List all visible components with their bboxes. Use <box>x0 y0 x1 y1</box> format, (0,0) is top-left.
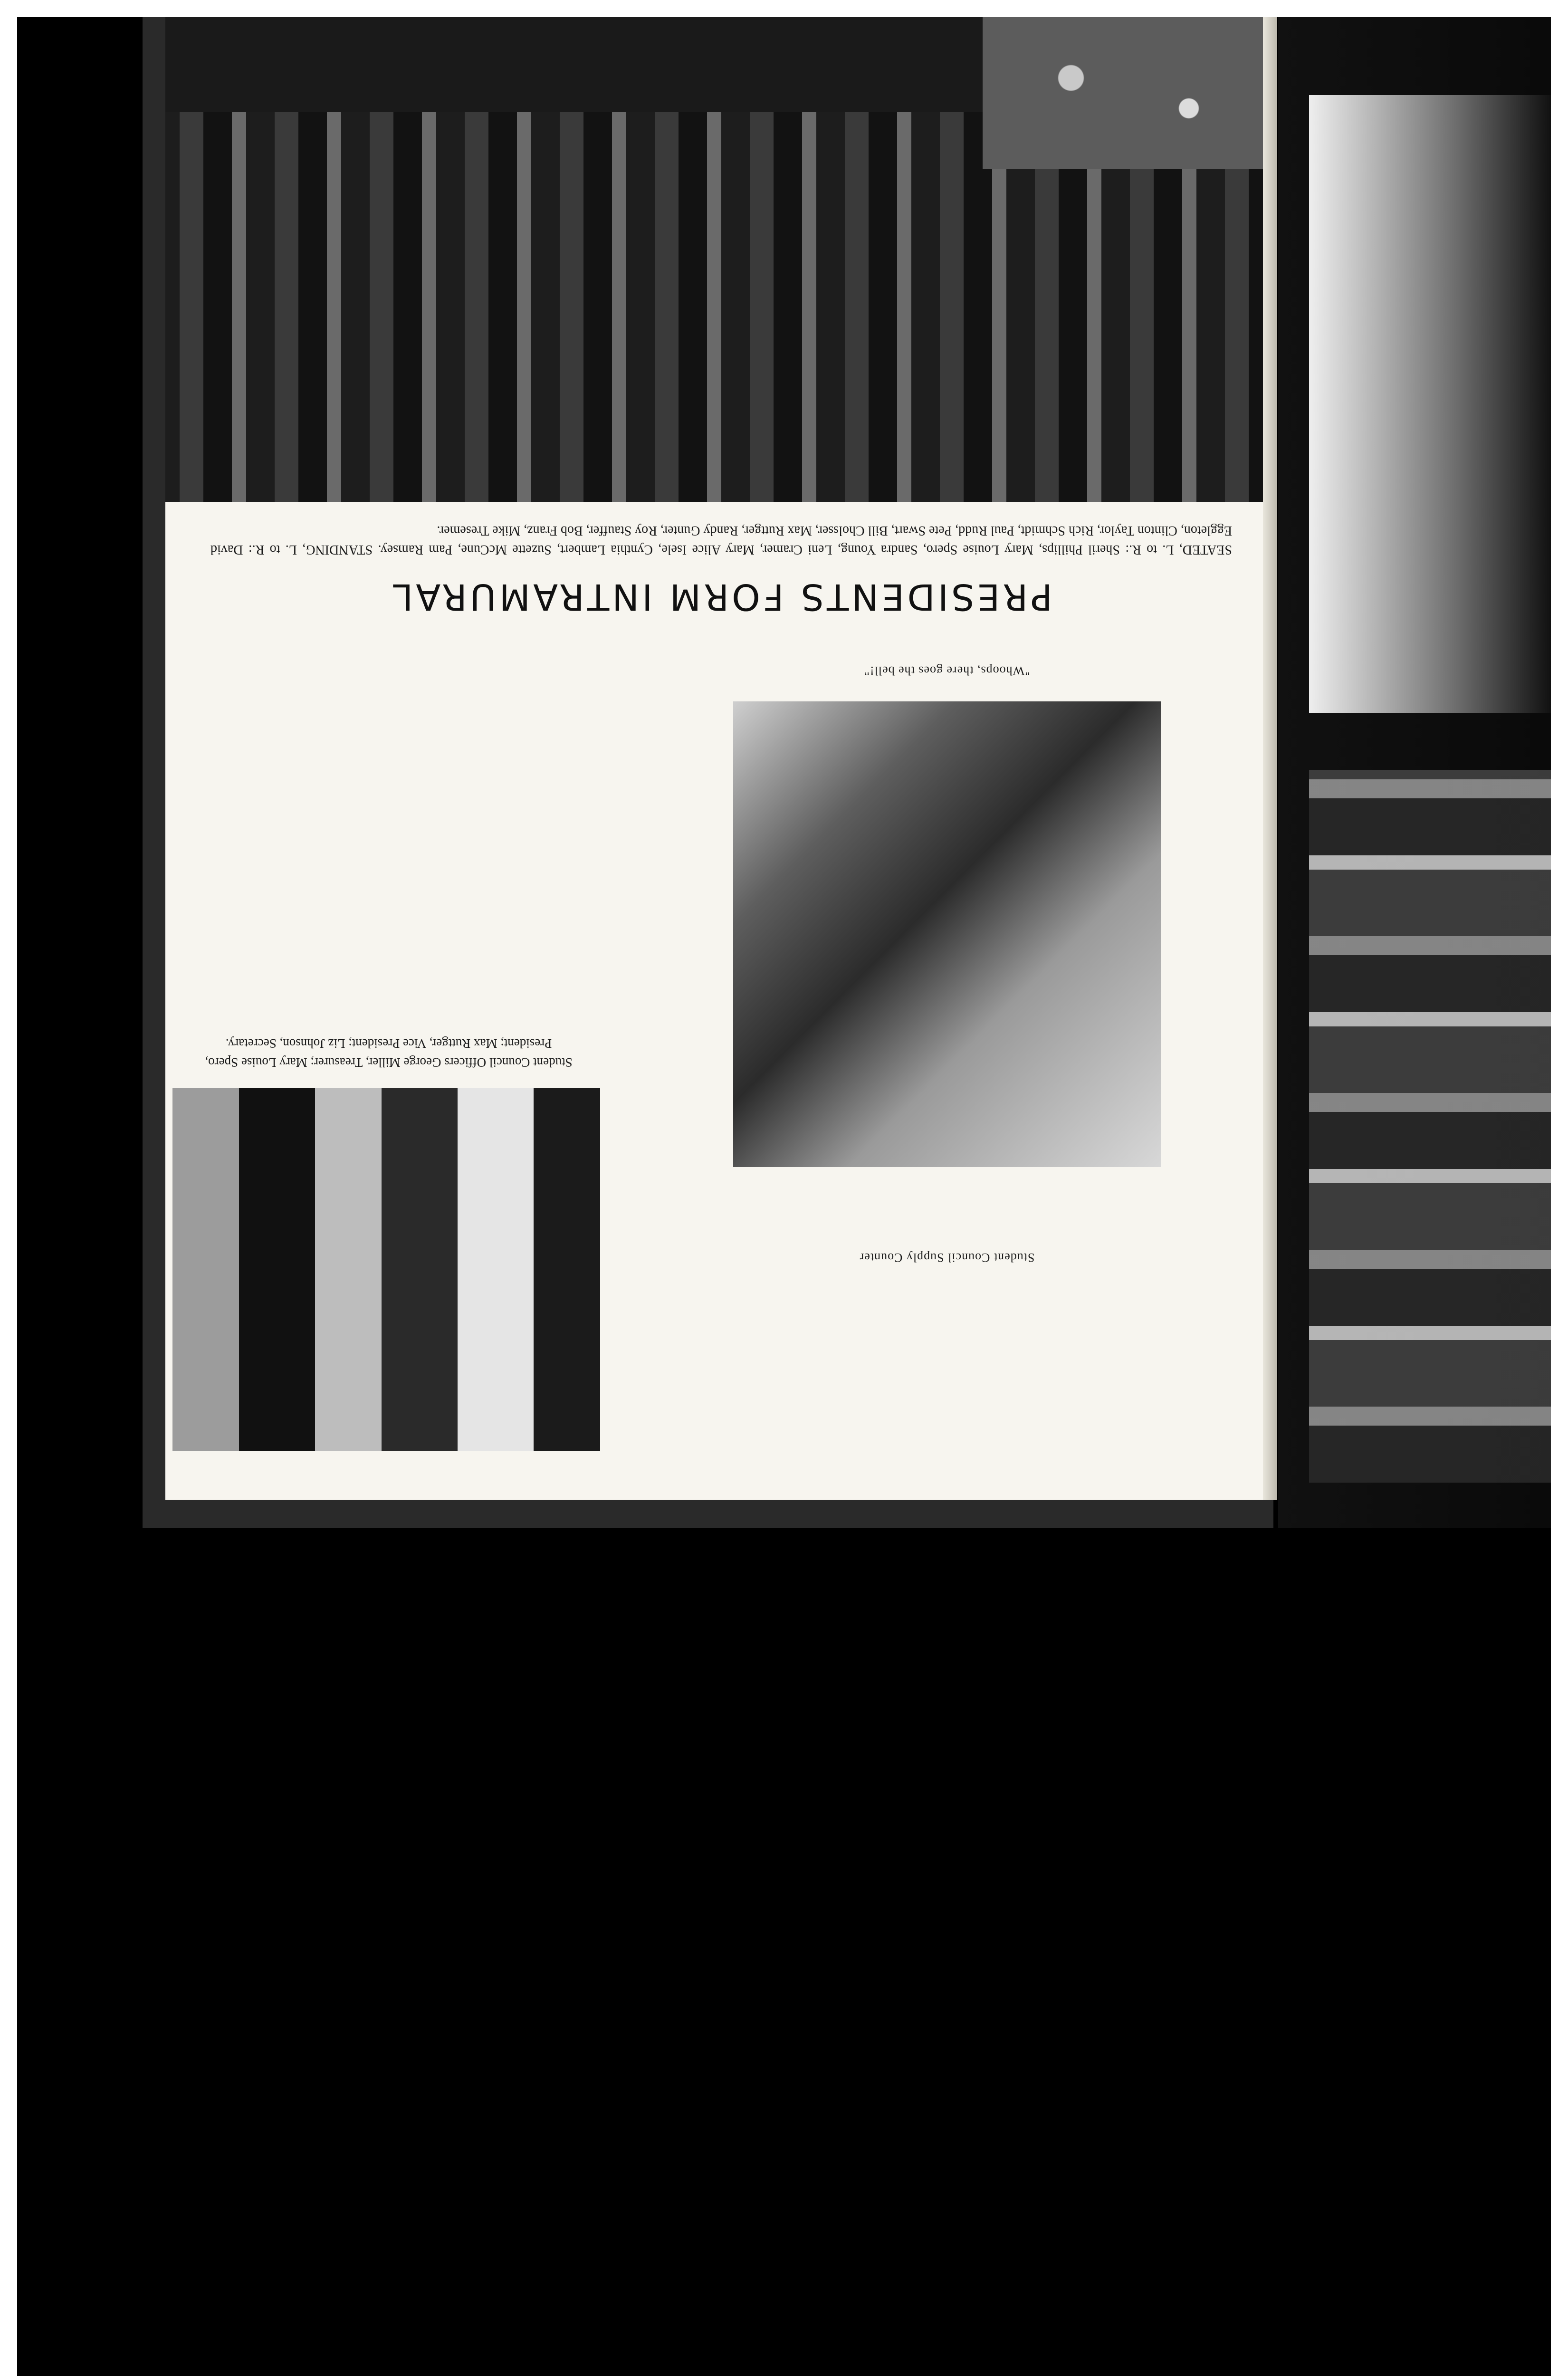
yearbook-page <box>165 17 1277 1500</box>
intramural-presidents-group-photo <box>165 17 1277 502</box>
student-council-officers-photo <box>172 1088 600 1451</box>
page-headline: PRESIDENTS FORM INTRAMURAL <box>390 576 1053 618</box>
group-photo-caption: SEATED, L. to R.: Sheril Phillips, Mary Louise Spero, Sandra Young, Leni Cramer, Mary Alice Isele, Cynthia Lambert, Suzette McCune, Pam Ramsey. STANDING, L. to R.: David Eggleton, Clinton Taylor, Rich Schmidt, Paul Rudd, Pete Swart, Bill Cholsser, Max Ruttger, Randy Gunter, Roy Stauffer, Bob Franz, Mike Tresemer. <box>210 523 1232 557</box>
facing-page-text-fragment <box>1309 95 1551 713</box>
shrubbery-area <box>983 17 1277 169</box>
whoops-caption: "Whoops, there goes the bell!" <box>864 664 1030 678</box>
supply-counter-caption: Student Council Supply Counter <box>859 1251 1035 1265</box>
supply-counter-photo <box>733 701 1161 1167</box>
officers-caption: Student Council Officers George Miller, Treasurer; Mary Louise Spero, President; Max Ruttger, Vice President; Liz Johnson, Secretary. <box>205 1036 573 1070</box>
page-content-upside-down <box>165 17 1277 1500</box>
page-gutter-shadow <box>1263 17 1277 1500</box>
lawn-area <box>165 17 983 112</box>
facing-page-photo-fragment <box>1309 770 1551 1483</box>
